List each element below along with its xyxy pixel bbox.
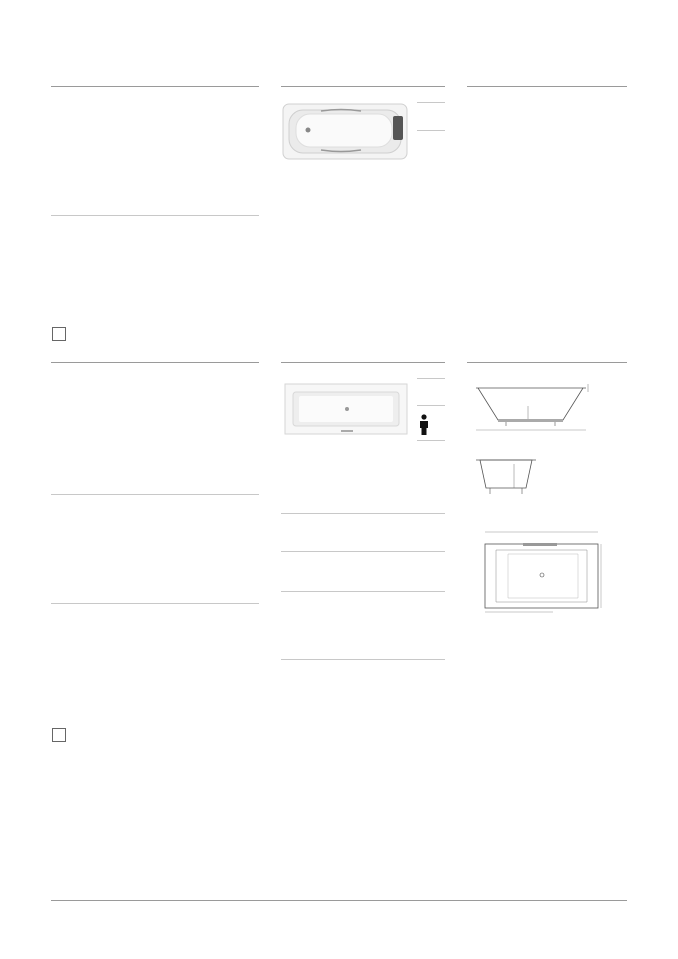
product-row xyxy=(51,185,129,194)
divider xyxy=(281,86,445,87)
product-row xyxy=(51,156,129,165)
divider xyxy=(281,659,445,660)
divider xyxy=(281,513,445,514)
side-section-drawing xyxy=(468,378,608,436)
product-row xyxy=(51,170,129,179)
divider xyxy=(281,362,445,363)
becool-bathtub-image xyxy=(281,100,411,162)
plan-view-drawing xyxy=(468,524,618,616)
becool-finish-swatch xyxy=(52,327,66,341)
divider xyxy=(417,440,445,441)
divider xyxy=(51,603,259,604)
divider xyxy=(51,494,259,495)
divider xyxy=(467,362,627,363)
person-icon xyxy=(418,414,430,436)
divider xyxy=(467,86,627,87)
divider xyxy=(417,102,445,103)
divider xyxy=(51,86,259,87)
divider xyxy=(281,551,445,552)
end-section-drawing xyxy=(468,450,558,508)
product-row xyxy=(51,199,129,208)
divider xyxy=(417,405,445,406)
divider xyxy=(51,362,259,363)
divider xyxy=(51,215,259,216)
divider xyxy=(281,591,445,592)
vythos-bathtub-image xyxy=(281,378,411,438)
divider xyxy=(417,378,445,379)
divider xyxy=(417,130,445,131)
vythos-finish-swatch xyxy=(52,728,66,742)
divider xyxy=(51,900,627,901)
